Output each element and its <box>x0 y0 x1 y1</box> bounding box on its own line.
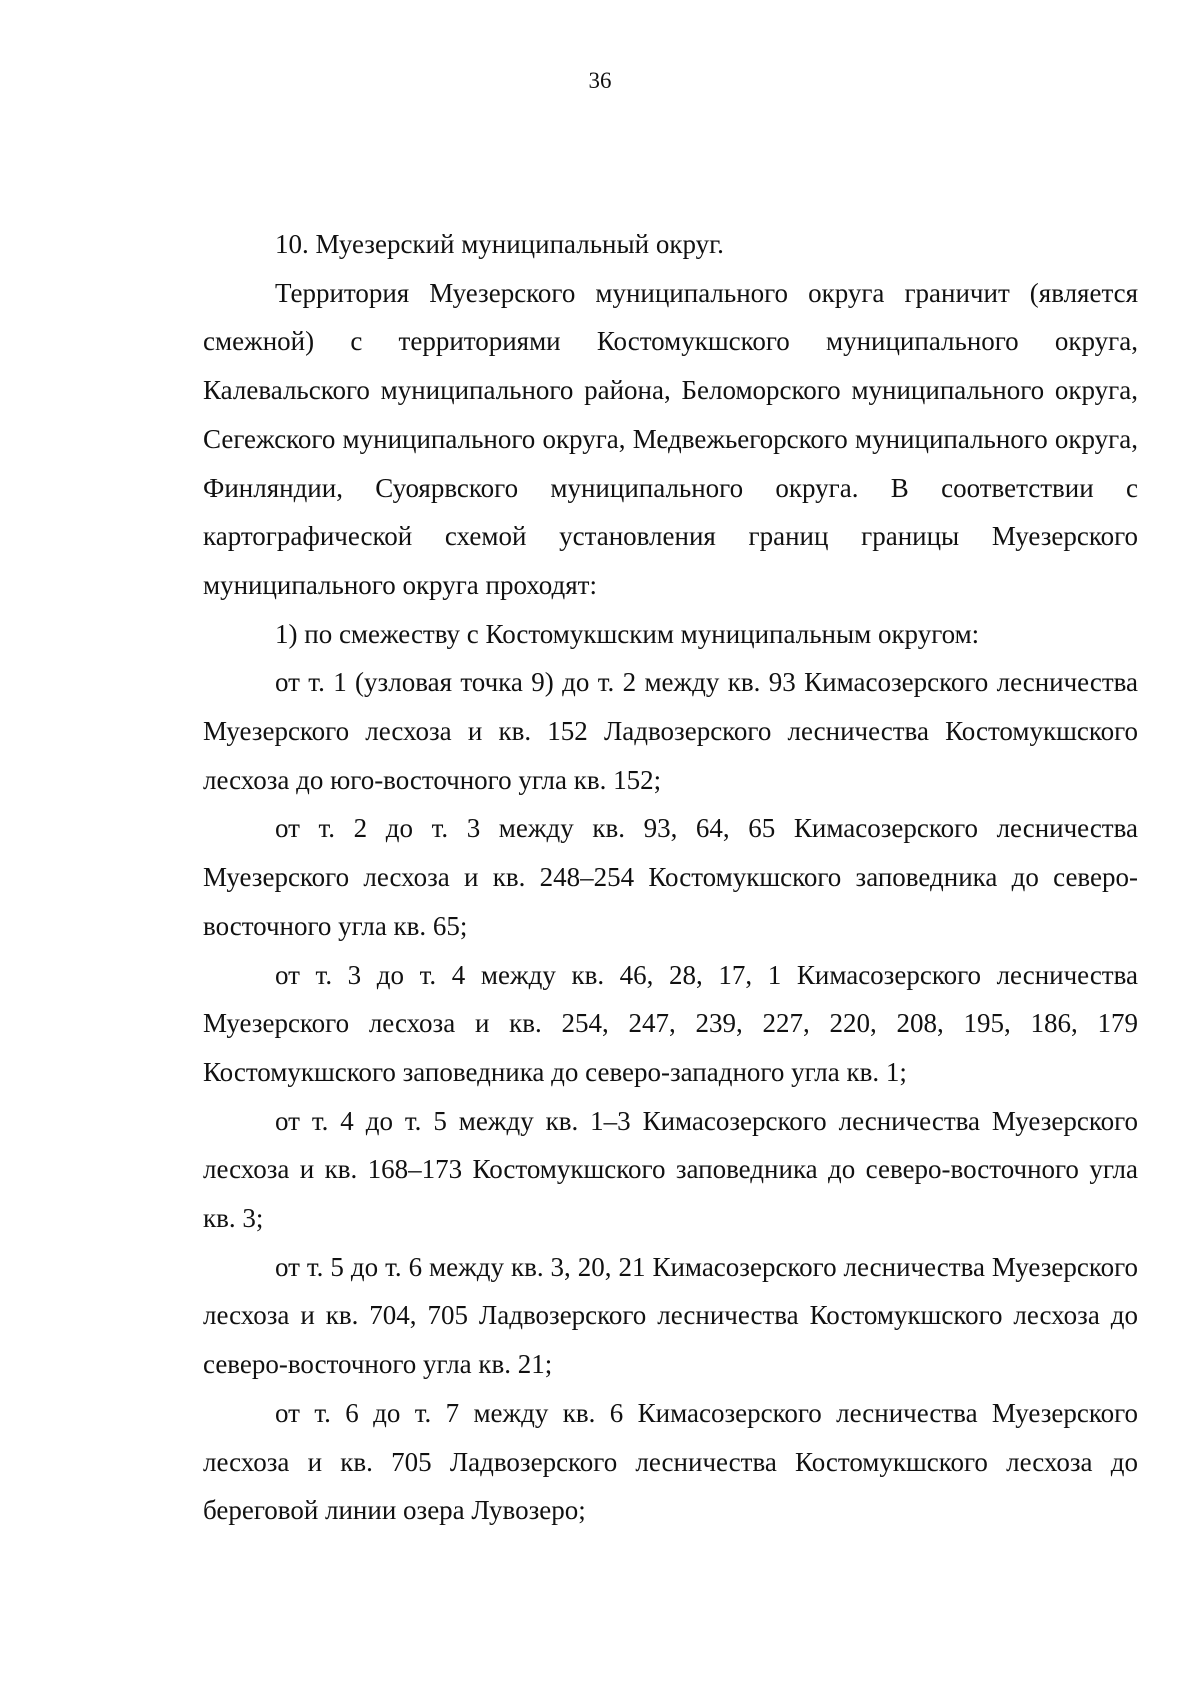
section-heading: 10. Муезерский муниципальный округ. <box>275 229 724 259</box>
document-body <box>203 220 1138 1535</box>
paragraph: от т. 1 (узловая точка 9) до т. 2 между кв. 93 Кимасозерского лесничества Муезерского лесхоза и кв. 152 Ладвозерского лесничества Костомукшского лесхоза до юго-восточного угла кв. 152; <box>203 667 1138 795</box>
paragraph: от т. 5 до т. 6 между кв. 3, 20, 21 Кимасозерского лесничества Муезерского лесхоза и кв. 704, 705 Ладвозерского лесничества Костомукшского лесхоза до северо-восточного угла кв. 21; <box>203 1251 1138 1380</box>
page-number: 36 <box>588 68 612 93</box>
paragraph: 1) по смежеству с Костомукшским муниципальным округом: <box>275 618 980 649</box>
paragraph: от т. 6 до т. 7 между кв. 6 Кимасозерского лесничества Муезерского лесхоза и кв. 705 Ладвозерского лесничества Костомукшского лесхоза до береговой линии озера Лувозеро; <box>203 1397 1138 1526</box>
paragraph: от т. 3 до т. 4 между кв. 46, 28, 17, 1 Кимасозерского лесничества Муезерского лесхоза и кв. 254, 247, 239, 227, 220, 208, 195, 186, 179 Костомукшского заповедника до северо-западного угла кв. 1; <box>203 959 1138 1087</box>
paragraph: от т. 2 до т. 3 между кв. 93, 64, 65 Кимасозерского лесничества Муезерского лесхоза и кв. 248–254 Костомукшского заповедника до северо-восточного угла кв. 65; <box>203 813 1138 941</box>
paragraph: Территория Муезерского муниципального округа граничит (является смежной) с территориями Костомукшского муниципального округа, Калевальского муниципального района, Беломорского муниципального округа, Сегежского муниципального округа, Медвежьегорского муниципального округа, Финляндии, Суоярвского муниципального округа. В соответствии с картографической схемой установления границ границы Муезерского муниципального округа проходят: <box>203 277 1138 600</box>
paragraph: от т. 4 до т. 5 между кв. 1–3 Кимасозерского лесничества Муезерского лесхоза и кв. 168–173 Костомукшского заповедника до северо-восточного угла кв. 3; <box>203 1105 1138 1234</box>
